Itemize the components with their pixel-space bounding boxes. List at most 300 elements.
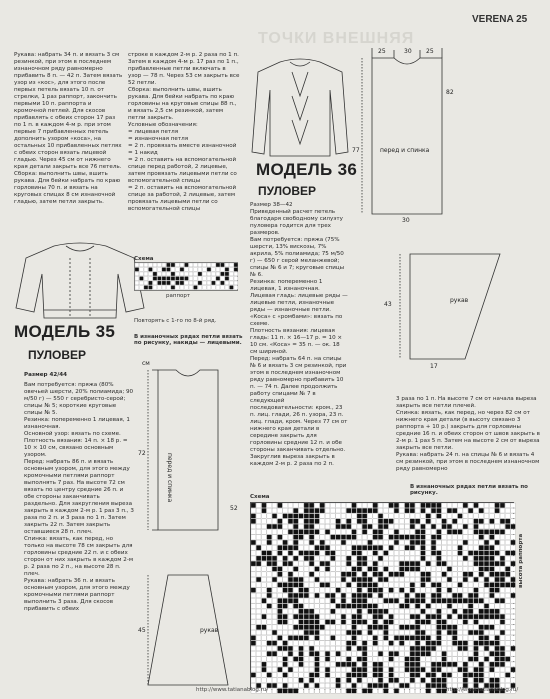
knit-cell [421, 503, 426, 508]
knit-cell [505, 577, 510, 582]
knit-cell [299, 524, 304, 529]
knit-cell [325, 519, 330, 524]
knit-cell [389, 530, 394, 535]
knit-cell [405, 636, 410, 641]
knit-cell [267, 609, 272, 614]
knit-cell [415, 503, 420, 508]
knit-cell [415, 683, 420, 688]
knit-cell [135, 281, 139, 285]
knit-cell [234, 277, 238, 281]
knit-cell [373, 540, 378, 545]
knit-cell [495, 583, 500, 588]
knit-cell [474, 620, 479, 625]
knit-cell [341, 593, 346, 598]
knit-cell [442, 540, 447, 545]
knit-cell [394, 545, 399, 550]
knit-cell [278, 551, 283, 556]
knit-cell [341, 514, 346, 519]
knit-cell [442, 678, 447, 683]
knit-cell [421, 625, 426, 630]
knit-cell [352, 678, 357, 683]
knit-cell [288, 508, 293, 513]
knit-cell [484, 614, 489, 619]
col2-text: строке в каждом 2-м р. 2 раза по 1 п. Затем в каждом 4-м р. 17 раз по 1 п., прибавленные петли включать в узор — 78 п. Через 53 см закрыть все 52 петли. Сборка: выполнить швы, вшить рукава. Для бейки набрать по краю горловины на круговые спицы 88 п., и вязать 2,5 см резинкой, затем петли закрыть. Условные обозначения: = лицевая петля = изнаночная петля = 2 п. провязать вместе изнаночной = 1 накид = 2 п. оставить на вспомогательной спице перед работой, 2 лицевые, затем провязать лицевыми петли со вспомогательной спицы = 2 п. оставить на вспомогательной спице за работой, 2 лицевые, затем провязать лицевыми петли со вспомогательной спицы [128, 52, 240, 212]
knit-cell [500, 678, 505, 683]
knit-cell [180, 286, 184, 290]
knit-cell [272, 567, 277, 572]
knit-cell [389, 561, 394, 566]
knit-cell [288, 577, 293, 582]
knit-cell [207, 272, 211, 276]
knit-cell [262, 556, 267, 561]
knit-cell [410, 646, 415, 651]
knit-cell [426, 572, 431, 577]
knit-cell [149, 286, 153, 290]
knit-cell [357, 636, 362, 641]
knit-cell [309, 625, 314, 630]
knit-cell [357, 625, 362, 630]
knit-cell [256, 646, 261, 651]
knit-cell [479, 667, 484, 672]
knit-cell [341, 657, 346, 662]
model35-subtitle: ПУЛОВЕР [28, 348, 87, 362]
knit-cell [394, 689, 399, 694]
knit-cell [336, 614, 341, 619]
knit-cell [278, 667, 283, 672]
knit-cell [479, 524, 484, 529]
knit-cell [251, 636, 256, 641]
knit-cell [378, 667, 383, 672]
knit-cell [331, 593, 336, 598]
knit-cell [331, 636, 336, 641]
knit-cell [394, 673, 399, 678]
knit-cell [320, 614, 325, 619]
knit-cell [212, 272, 216, 276]
knit-cell [331, 657, 336, 662]
knit-cell [352, 689, 357, 694]
knit-cell [212, 286, 216, 290]
knit-cell [251, 630, 256, 635]
knit-cell [283, 636, 288, 641]
knit-cell [437, 673, 442, 678]
knit-cell [495, 551, 500, 556]
knit-cell [153, 268, 157, 272]
knit-cell [447, 551, 452, 556]
knit-cell [346, 572, 351, 577]
knit-cell [426, 593, 431, 598]
knit-cell [431, 683, 436, 688]
knit-cell [278, 636, 283, 641]
knit-cell [373, 662, 378, 667]
knit-cell [484, 556, 489, 561]
knit-cell [511, 657, 516, 662]
knit-cell [256, 593, 261, 598]
knit-cell [452, 572, 457, 577]
knit-cell [336, 561, 341, 566]
knit-cell [415, 561, 420, 566]
knit-cell [278, 593, 283, 598]
knit-cell [394, 636, 399, 641]
knit-cell [357, 593, 362, 598]
knit-cell [384, 508, 389, 513]
knit-cell [421, 508, 426, 513]
knit-cell [490, 630, 495, 635]
knit-cell [505, 583, 510, 588]
knit-cell [216, 286, 220, 290]
knit-cell [389, 683, 394, 688]
knit-cell [437, 545, 442, 550]
knit-cell [384, 503, 389, 508]
knit-cell [463, 524, 468, 529]
knit-cell [479, 662, 484, 667]
knit-cell [320, 519, 325, 524]
knit-cell [373, 657, 378, 662]
knit-cell [495, 609, 500, 614]
knit-cell [447, 593, 452, 598]
knit-cell [288, 524, 293, 529]
knit-cell [479, 572, 484, 577]
knit-cell [368, 651, 373, 656]
knit-cell [495, 593, 500, 598]
knit-cell [262, 577, 267, 582]
knit-cell [267, 583, 272, 588]
knit-cell [362, 551, 367, 556]
knit-cell [431, 673, 436, 678]
footer-url-left[interactable]: http://www.tatianablog.ru/ [196, 687, 269, 693]
knit-cell [272, 598, 277, 603]
p35-unit-top: см [142, 360, 150, 367]
knit-cell [474, 667, 479, 672]
knit-cell [484, 657, 489, 662]
knit-cell [144, 268, 148, 272]
knit-cell [511, 577, 516, 582]
knit-cell [378, 572, 383, 577]
knit-cell [405, 641, 410, 646]
knit-cell [309, 651, 314, 656]
knit-cell [405, 598, 410, 603]
knit-cell [484, 625, 489, 630]
knit-cell [304, 530, 309, 535]
knit-cell [447, 598, 452, 603]
page-number: 25 [516, 14, 528, 25]
knit-cell [162, 272, 166, 276]
knit-cell [251, 577, 256, 582]
knit-cell [511, 630, 516, 635]
knit-cell [283, 646, 288, 651]
knit-cell [490, 620, 495, 625]
knit-cell [283, 625, 288, 630]
knit-cell [447, 561, 452, 566]
knit-cell [463, 561, 468, 566]
knit-cell [331, 577, 336, 582]
knit-cell [442, 535, 447, 540]
knit-cell [495, 625, 500, 630]
knit-cell [309, 530, 314, 535]
knit-cell [452, 577, 457, 582]
knit-cell [421, 598, 426, 603]
knit-cell [288, 614, 293, 619]
knit-cell [452, 641, 457, 646]
knit-cell [368, 545, 373, 550]
knit-cell [293, 657, 298, 662]
knit-cell [426, 545, 431, 550]
knit-cell [458, 673, 463, 678]
knit-cell [384, 577, 389, 582]
knit-cell [452, 673, 457, 678]
knit-cell [207, 281, 211, 285]
knit-cell [288, 588, 293, 593]
knit-cell [346, 551, 351, 556]
knit-cell [331, 683, 336, 688]
knit-cell [171, 272, 175, 276]
knit-cell [299, 636, 304, 641]
knit-cell [262, 583, 267, 588]
knit-cell [458, 593, 463, 598]
knit-cell [405, 667, 410, 672]
knit-cell [149, 281, 153, 285]
knit-cell [325, 646, 330, 651]
knit-cell [368, 673, 373, 678]
knit-cell [399, 662, 404, 667]
knit-cell [405, 657, 410, 662]
knit-cell [378, 508, 383, 513]
knit-cell [304, 651, 309, 656]
knit-cell [251, 556, 256, 561]
knit-cell [368, 636, 373, 641]
knit-cell [468, 625, 473, 630]
knit-cell [320, 646, 325, 651]
knit-cell [304, 572, 309, 577]
knit-cell [171, 281, 175, 285]
note-mid: В изнаночных рядах петли вязать по рисунку, накиды — лицевыми. [134, 334, 243, 346]
knit-cell [484, 593, 489, 598]
knit-cell [373, 641, 378, 646]
knit-cell [299, 689, 304, 694]
knit-cell [500, 524, 505, 529]
knit-cell [490, 678, 495, 683]
knit-cell [320, 630, 325, 635]
knit-cell [452, 545, 457, 550]
knit-cell [336, 519, 341, 524]
knit-cell [399, 519, 404, 524]
knit-cell [357, 646, 362, 651]
knit-cell [352, 588, 357, 593]
knit-cell [410, 567, 415, 572]
knit-cell [437, 646, 442, 651]
knit-cell [426, 556, 431, 561]
knit-cell [468, 577, 473, 582]
knit-cell [309, 641, 314, 646]
knit-cell [251, 662, 256, 667]
knit-cell [495, 540, 500, 545]
knit-cell [203, 286, 207, 290]
knit-cell [362, 646, 367, 651]
knit-cell [447, 519, 452, 524]
knit-cell [378, 651, 383, 656]
knit-cell [283, 651, 288, 656]
knit-cell [325, 657, 330, 662]
knit-cell [256, 524, 261, 529]
knit-cell [500, 662, 505, 667]
knit-cell [203, 263, 207, 267]
knit-cell [389, 540, 394, 545]
knit-cell [500, 540, 505, 545]
knit-cell [442, 567, 447, 572]
knit-cell [357, 667, 362, 672]
knit-cell [278, 556, 283, 561]
knit-cell [185, 277, 189, 281]
knit-cell [230, 277, 234, 281]
knit-cell [262, 545, 267, 550]
knit-cell [315, 683, 320, 688]
knit-cell [394, 530, 399, 535]
knit-cell [325, 535, 330, 540]
knit-cell [346, 651, 351, 656]
knit-cell [468, 609, 473, 614]
knit-cell [452, 561, 457, 566]
knit-cell [511, 583, 516, 588]
knit-cell [415, 662, 420, 667]
knit-cell [341, 689, 346, 694]
knit-cell [468, 673, 473, 678]
knit-cell [458, 636, 463, 641]
knit-cell [468, 524, 473, 529]
knit-cell [505, 508, 510, 513]
knit-cell [399, 588, 404, 593]
knit-cell [373, 625, 378, 630]
knit-cell [320, 662, 325, 667]
knit-cell [304, 567, 309, 572]
knit-cell [468, 519, 473, 524]
knit-cell [389, 630, 394, 635]
knit-cell [331, 583, 336, 588]
knit-cell [357, 641, 362, 646]
knit-cell [384, 535, 389, 540]
knit-cell [373, 572, 378, 577]
knit-cell [463, 583, 468, 588]
knit-cell [288, 630, 293, 635]
knit-cell [346, 620, 351, 625]
knit-cell [463, 604, 468, 609]
knit-cell [299, 646, 304, 651]
knit-cell [167, 277, 171, 281]
knit-cell [272, 662, 277, 667]
knit-cell [299, 673, 304, 678]
knit-cell [283, 609, 288, 614]
knit-cell [458, 598, 463, 603]
knit-cell [458, 641, 463, 646]
knit-cell [230, 272, 234, 276]
knit-cell [309, 689, 314, 694]
knit-cell [198, 277, 202, 281]
knit-cell [421, 530, 426, 535]
knit-cell [458, 657, 463, 662]
knit-cell [352, 683, 357, 688]
knit-cell [495, 657, 500, 662]
knit-cell [352, 641, 357, 646]
knit-cell [288, 593, 293, 598]
knit-cell [315, 588, 320, 593]
knit-cell [283, 577, 288, 582]
knit-cell [331, 620, 336, 625]
knit-cell [362, 572, 367, 577]
knit-cell [468, 620, 473, 625]
knit-cell [283, 614, 288, 619]
knit-cell [262, 551, 267, 556]
knit-cell [346, 609, 351, 614]
knit-cell [410, 503, 415, 508]
knit-cell [336, 646, 341, 651]
knit-cell [405, 609, 410, 614]
knit-cell [437, 540, 442, 545]
knit-cell [158, 272, 162, 276]
knit-cell [458, 540, 463, 545]
knit-cell [225, 281, 229, 285]
knit-cell [346, 673, 351, 678]
knit-cell [437, 503, 442, 508]
knit-cell [352, 519, 357, 524]
knit-cell [373, 593, 378, 598]
knit-cell [341, 609, 346, 614]
knit-cell [458, 551, 463, 556]
knit-cell [452, 588, 457, 593]
knit-cell [373, 551, 378, 556]
knit-cell [389, 614, 394, 619]
knit-cell [405, 572, 410, 577]
knit-cell [256, 636, 261, 641]
knit-cell [368, 567, 373, 572]
knit-cell [293, 535, 298, 540]
knit-cell [309, 683, 314, 688]
knit-cell [278, 614, 283, 619]
knit-cell [447, 514, 452, 519]
knit-cell [384, 567, 389, 572]
knit-cell [474, 636, 479, 641]
knit-cell [207, 268, 211, 272]
knit-cell [262, 519, 267, 524]
knit-cell [458, 651, 463, 656]
knit-cell [437, 683, 442, 688]
knit-cell [394, 503, 399, 508]
knit-cell [389, 609, 394, 614]
knit-cell [251, 651, 256, 656]
knit-cell [262, 535, 267, 540]
knit-cell [336, 620, 341, 625]
knit-cell [346, 503, 351, 508]
knit-cell [394, 588, 399, 593]
knit-cell [484, 577, 489, 582]
footer-url-right[interactable]: http://www.tatianablog.ru/ [446, 687, 519, 693]
knit-cell [176, 272, 180, 276]
knit-cell [331, 524, 336, 529]
knit-cell [410, 530, 415, 535]
knit-cell [352, 567, 357, 572]
knit-cell [267, 540, 272, 545]
knit-cell [468, 572, 473, 577]
knit-cell [389, 583, 394, 588]
knit-cell [315, 572, 320, 577]
knit-cell [511, 593, 516, 598]
knit-cell [410, 519, 415, 524]
knit-cell [505, 598, 510, 603]
knit-cell [299, 577, 304, 582]
knit-cell [474, 535, 479, 540]
knit-cell [378, 614, 383, 619]
knit-cell [368, 524, 373, 529]
knit-cell [341, 625, 346, 630]
knit-cell [373, 667, 378, 672]
knit-cell [368, 657, 373, 662]
